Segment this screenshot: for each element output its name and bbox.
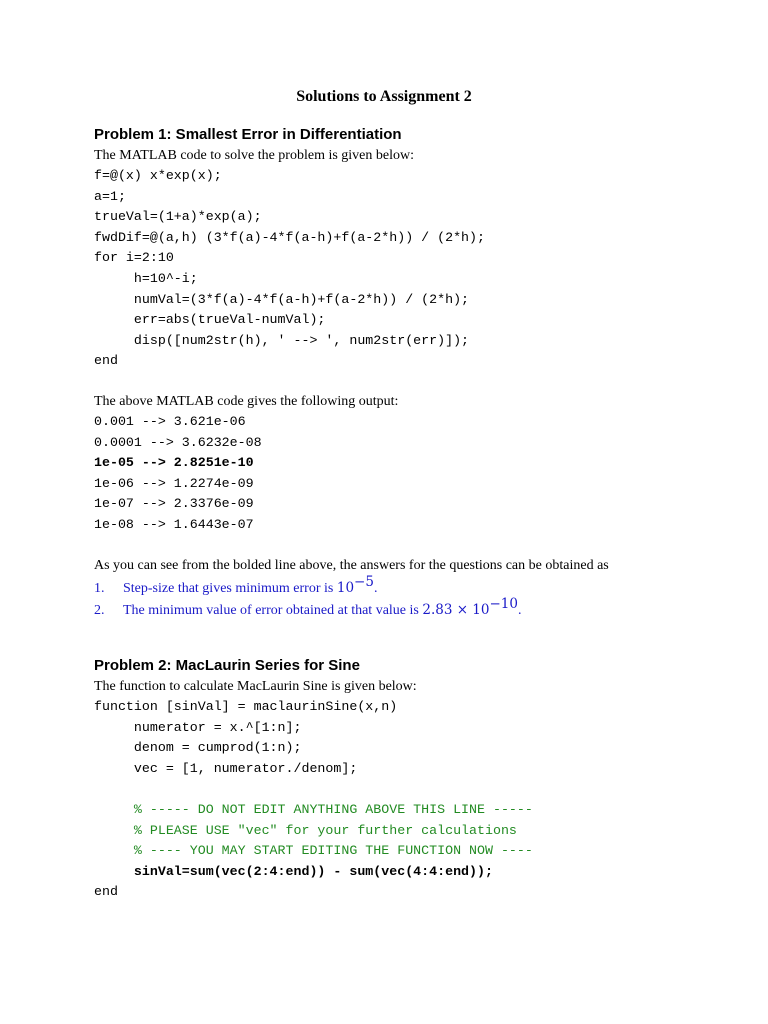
output-line: 1e-08 --> 1.6443e-07 xyxy=(94,516,254,532)
code-line: vec = [1, numerator./denom]; xyxy=(94,760,358,776)
problem2-heading: Problem 2: MacLaurin Series for Sine xyxy=(94,657,360,674)
problem1-code-block xyxy=(94,166,485,372)
output-line: 0.001 --> 3.621e-06 xyxy=(94,414,246,429)
answer-number: 1. xyxy=(94,581,105,596)
answer-math-value: 2.83 × 10 xyxy=(422,602,490,618)
code-line: end xyxy=(94,353,118,369)
code-line: numVal=(3*f(a)-4*f(a-h)+f(a-2*h)) / (2*h); xyxy=(94,291,470,307)
answer-end: . xyxy=(518,603,522,618)
code-comment-line: % ---- YOU MAY START EDITING THE FUNCTION NOW ---- xyxy=(94,843,533,859)
problem2-code-block xyxy=(94,697,533,903)
code-comment-line: % PLEASE USE "vec" for your further calculations xyxy=(94,822,517,838)
output-line: 1e-06 --> 1.2274e-09 xyxy=(94,475,254,491)
code-line: disp([num2str(h), ' --> ', num2str(err)]); xyxy=(94,332,470,348)
answer-text: Step-size that gives minimum error is xyxy=(123,581,337,596)
answer-number: 2. xyxy=(94,603,105,618)
conclusion-text: As you can see from the bolded line above, the answers for the questions can be obtained as xyxy=(94,558,609,573)
problem1-output-block xyxy=(94,412,262,536)
output-line: 1e-07 --> 2.3376e-09 xyxy=(94,496,254,512)
code-line: numerator = x.^[1:n]; xyxy=(94,719,302,735)
code-line: fwdDif=@(a,h) (3*f(a)-4*f(a-h)+f(a-2*h)) / (2*h); xyxy=(94,229,485,245)
problem1-intro: The MATLAB code to solve the problem is given below: xyxy=(94,148,414,163)
answer-math-exponent: −5 xyxy=(354,574,374,590)
answer-text: The minimum value of error obtained at that value is xyxy=(123,603,423,618)
answer-list xyxy=(94,574,522,621)
answer-math-base: 10 xyxy=(336,580,355,596)
page-title: Solutions to Assignment 2 xyxy=(296,88,472,105)
problem1-heading: Problem 1: Smallest Error in Differentiation xyxy=(94,126,402,143)
code-line: h=10^-i; xyxy=(94,270,198,286)
output-line: 0.0001 --> 3.6232e-08 xyxy=(94,434,262,450)
code-line: f=@(x) x*exp(x); xyxy=(94,168,222,183)
code-line: err=abs(trueVal-numVal); xyxy=(94,312,326,328)
code-comment-line: % ----- DO NOT EDIT ANYTHING ABOVE THIS LINE ----- xyxy=(94,801,533,817)
answer-end: . xyxy=(373,581,378,596)
answer-math-exponent: −10 xyxy=(489,596,518,612)
output-intro: The above MATLAB code gives the following output: xyxy=(94,394,399,409)
answer-item-2 xyxy=(94,596,522,621)
code-line: for i=2:10 xyxy=(94,250,174,266)
code-line: a=1; xyxy=(94,188,126,204)
code-line: end xyxy=(94,884,118,900)
problem2-intro: The function to calculate MacLaurin Sine is given below: xyxy=(94,679,417,694)
code-line: function [sinVal] = maclaurinSine(x,n) xyxy=(94,699,398,714)
code-line: denom = cumprod(1:n); xyxy=(94,740,302,756)
code-line-bold: sinVal=sum(vec(2:4:end)) - sum(vec(4:4:end)); xyxy=(94,863,493,879)
answer-item-1 xyxy=(94,574,522,599)
code-line: trueVal=(1+a)*exp(a); xyxy=(94,209,262,225)
code-line-blank xyxy=(94,779,533,800)
output-line-bold: 1e-05 --> 2.8251e-10 xyxy=(94,455,254,471)
